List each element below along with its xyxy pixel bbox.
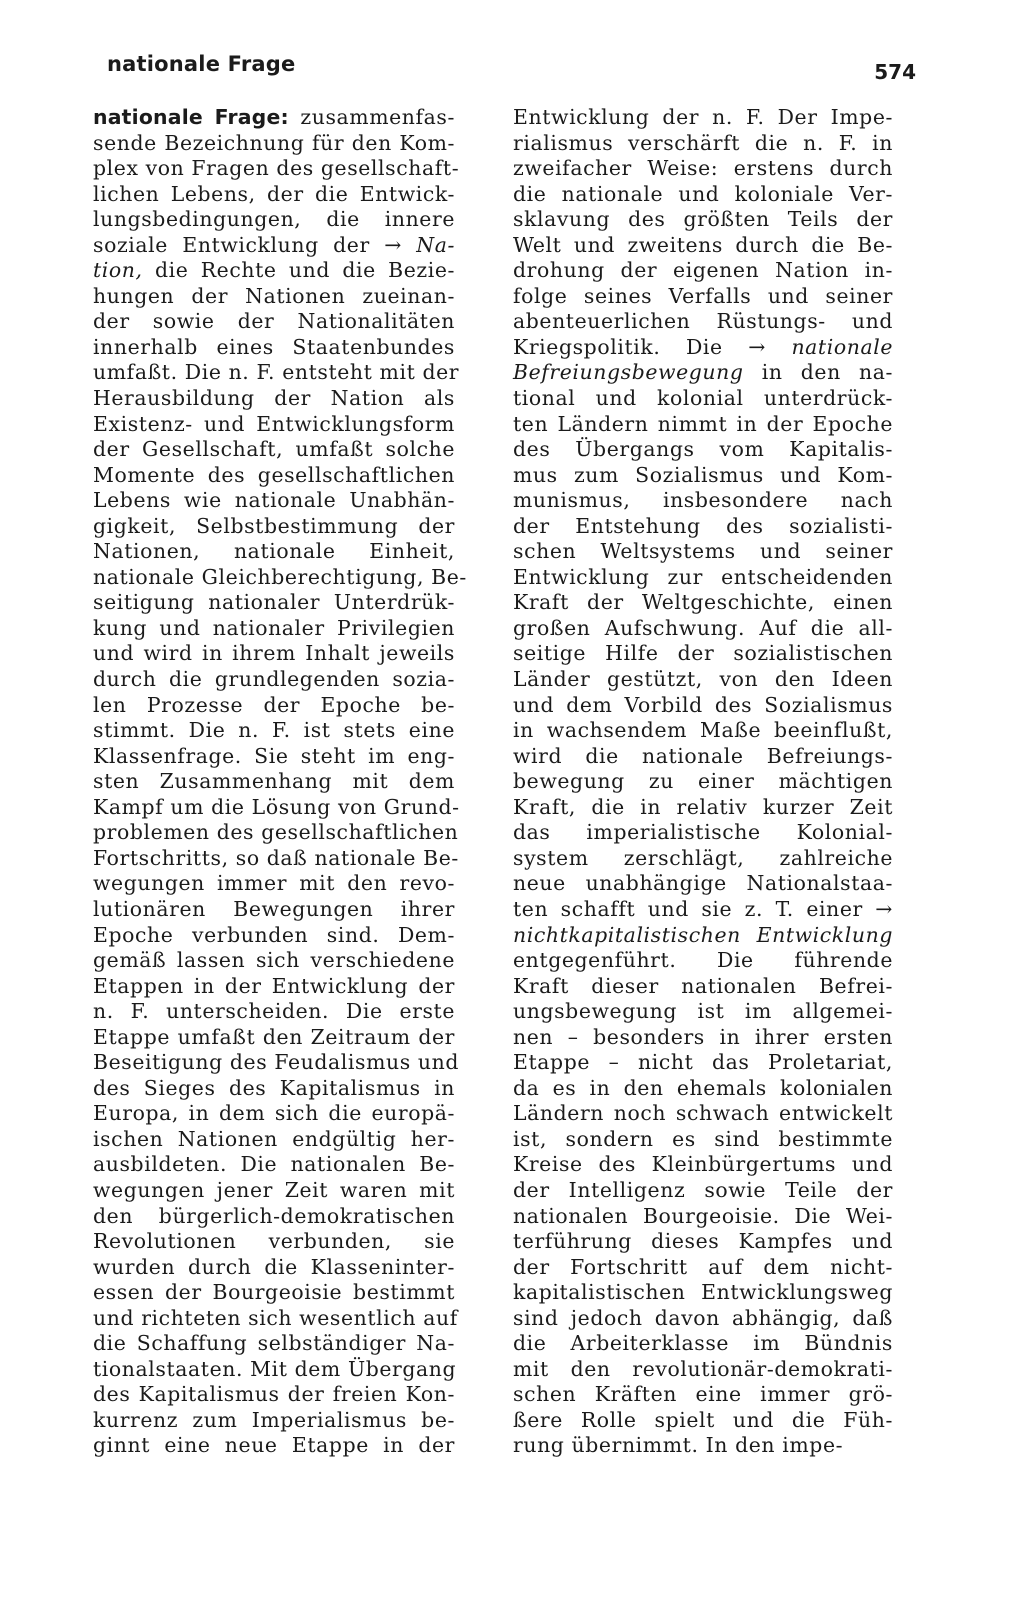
text-line: essen der Bourgeoisie bestimmt xyxy=(93,1280,455,1305)
text-line: Epoche verbunden sind. Dem- xyxy=(93,922,455,947)
text-line: des Sieges des Kapitalismus in xyxy=(93,1075,455,1100)
text-line: Kampf um die Lösung von Grund- xyxy=(93,794,460,819)
text-line: innerhalb eines Staatenbundes xyxy=(93,334,455,359)
text-run: Kriegspolitik. Die → xyxy=(513,334,792,359)
text-line: neue unabhängige Nationalstaa- xyxy=(513,871,893,896)
text-line: Herausbildung der Nation als xyxy=(93,386,455,411)
text-line: großen Aufschwung. Auf die all- xyxy=(513,615,893,640)
text-line: den bürgerlich-demokratischen xyxy=(93,1203,455,1228)
text-line: sklavung des größten Teils der xyxy=(513,207,893,232)
text-line: drohung der eigenen Nation in- xyxy=(513,258,893,283)
text-line: munismus, insbesondere nach xyxy=(513,488,893,513)
text-line: problemen des gesellschaftlichen xyxy=(93,820,459,845)
text-line: seitigung nationaler Unterdrük- xyxy=(93,590,455,615)
cross-reference: nichtkapitalistischen Entwicklung xyxy=(513,922,893,947)
text-line: ten schafft und sie z. T. einer → xyxy=(513,896,893,921)
text-line: sind jedoch davon abhängig, daß xyxy=(513,1305,893,1330)
text-line: schen Weltsystems und seiner xyxy=(513,539,893,564)
text-line: ßere Rolle spielt und die Füh- xyxy=(513,1407,893,1432)
text-run: zusammenfas- xyxy=(288,105,455,129)
text-line: durch die grundlegenden sozia- xyxy=(93,667,455,692)
text-line: wurden durch die Klasseninter- xyxy=(93,1254,455,1279)
text-line: Klassenfrage. Sie steht im eng- xyxy=(93,743,455,768)
text-line: des Übergangs vom Kapitalis- xyxy=(513,437,893,462)
text-line: ausbildeten. Die nationalen Be- xyxy=(93,1152,455,1177)
text-line: Kraft, die in relativ kurzer Zeit xyxy=(513,794,893,819)
text-line: Etappe – nicht das Proletariat, xyxy=(513,1050,893,1075)
page-number: 574 xyxy=(874,60,916,84)
text-line: wegungen immer mit den revo- xyxy=(93,871,455,896)
text-line: lungsbedingungen, die innere xyxy=(93,207,455,232)
text-line: lutionären Bewegungen ihrer xyxy=(93,896,455,921)
text-line: len Prozesse der Epoche be- xyxy=(93,692,455,717)
text-line: Entwicklung der n. F. Der Impe- xyxy=(513,105,893,129)
text-line: und richteten sich wesentlich auf xyxy=(93,1305,458,1330)
text-line: sende Bezeichnung für den Kom- xyxy=(93,130,455,155)
cross-reference: Befreiungsbewegung xyxy=(513,360,744,385)
text-line: Beseitigung des Feudalismus und xyxy=(93,1050,460,1075)
text-line: das imperialistische Kolonial- xyxy=(513,820,893,845)
text-line: sten Zusammenhang mit dem xyxy=(93,769,455,794)
text-line: Lebens wie nationale Unabhän- xyxy=(93,488,455,513)
text-line: Fortschritts, so daß nationale Be- xyxy=(93,845,459,870)
text-line: Momente des gesellschaftlichen xyxy=(93,462,455,487)
text-line: der sowie der Nationalitäten xyxy=(93,309,455,334)
text-line: ischen Nationen endgültig her- xyxy=(93,1126,455,1151)
text-line: gemäß lassen sich verschiedene xyxy=(93,948,455,973)
text-line: ten Ländern nimmt in der Epoche xyxy=(513,411,893,436)
text-line: nen – besonders in ihrer ersten xyxy=(513,1024,893,1049)
text-line: Ländern noch schwach entwickelt xyxy=(513,1101,893,1126)
text-line: die Arbeiterklasse im Bündnis xyxy=(513,1331,893,1356)
text-line: Entwicklung zur entscheidenden xyxy=(513,564,893,589)
text-line: bewegung zu einer mächtigen xyxy=(513,769,893,794)
text-line: ungsbewegung ist im allgemei- xyxy=(513,999,893,1024)
text-line xyxy=(513,360,893,386)
text-line: nationale Gleichberechtigung, Be- xyxy=(93,564,467,589)
text-run: die Rechte und die Bezie- xyxy=(142,258,455,283)
text-run: in den na- xyxy=(743,360,893,385)
cross-reference: tion, xyxy=(93,258,143,283)
cross-reference: Na- xyxy=(416,232,455,257)
text-line: die Schaffung selbständiger Na- xyxy=(93,1331,455,1356)
text-line: Revolutionen verbunden, sie xyxy=(93,1229,455,1254)
text-line: rialismus verschärft die n. F. in xyxy=(513,130,893,155)
text-line: Existenz- und Entwicklungsform xyxy=(93,411,455,436)
text-line: terführung dieses Kampfes und xyxy=(513,1229,893,1254)
text-line: plex von Fragen des gesellschaft- xyxy=(93,156,460,181)
text-line xyxy=(93,258,455,284)
text-line: folge seines Verfalls und seiner xyxy=(513,283,893,308)
text-line: Welt und zweitens durch die Be- xyxy=(513,232,893,257)
text-line: schen Kräften eine immer grö- xyxy=(513,1382,893,1407)
text-line: tionalstaaten. Mit dem Übergang xyxy=(93,1356,457,1381)
text-line: hungen der Nationen zueinan- xyxy=(93,283,455,308)
text-line: gigkeit, Selbstbestimmung der xyxy=(93,513,455,538)
text-line xyxy=(93,233,455,259)
text-line: Etappe umfaßt den Zeitraum der xyxy=(93,1024,455,1049)
text-line: ginnt eine neue Etappe in der xyxy=(93,1433,455,1458)
text-line: Kreise des Kleinbürgertums und xyxy=(513,1152,893,1177)
text-line: der Entstehung des sozialisti- xyxy=(513,513,893,538)
text-run: soziale Entwicklung der → xyxy=(93,232,417,257)
text-line: tional und kolonial unterdrück- xyxy=(513,386,893,411)
text-line: seitige Hilfe der sozialistischen xyxy=(513,641,893,666)
cross-reference: nationale xyxy=(791,334,893,359)
text-line: Nationen, nationale Einheit, xyxy=(93,539,455,564)
text-line: mit den revolutionär-demokrati- xyxy=(513,1356,893,1381)
text-line: abenteuerlichen Rüstungs- und xyxy=(513,309,893,334)
text-line: Kraft der Weltgeschichte, einen xyxy=(513,590,893,615)
text-line: lichen Lebens, der die Entwick- xyxy=(93,181,455,206)
text-line: wegungen jener Zeit waren mit xyxy=(93,1177,455,1202)
text-line: der Intelligenz sowie Teile der xyxy=(513,1177,893,1202)
text-line: die nationale und koloniale Ver- xyxy=(513,181,893,206)
text-line: in wachsendem Maße beeinflußt, xyxy=(513,718,893,743)
text-line: der Fortschritt auf dem nicht- xyxy=(513,1254,893,1279)
text-line: kurrenz zum Imperialismus be- xyxy=(93,1407,455,1432)
text-line: kapitalistischen Entwicklungsweg xyxy=(513,1280,893,1305)
text-line: der Gesellschaft, umfaßt solche xyxy=(93,437,455,462)
text-line: da es in den ehemals kolonialen xyxy=(513,1075,893,1100)
text-line xyxy=(513,335,893,361)
text-line: n. F. unterscheiden. Die erste xyxy=(93,999,455,1024)
text-line: Europa, in dem sich die europä- xyxy=(93,1101,455,1126)
text-line: ist, sondern es sind bestimmte xyxy=(513,1126,893,1151)
text-line: nationalen Bourgeoisie. Die Wei- xyxy=(513,1203,893,1228)
text-line: Länder gestützt, von den Ideen xyxy=(513,667,893,692)
text-line: Kraft dieser nationalen Befrei- xyxy=(513,973,893,998)
text-line: wird die nationale Befreiungs- xyxy=(513,743,893,768)
text-line: Etappen in der Entwicklung der xyxy=(93,973,455,998)
left-column xyxy=(93,105,467,1459)
text-line: und wird in ihrem Inhalt jeweils xyxy=(93,641,455,666)
text-line: zweifacher Weise: erstens durch xyxy=(513,156,893,181)
text-line xyxy=(93,105,455,131)
text-line: stimmt. Die n. F. ist stets eine xyxy=(93,718,455,743)
right-column xyxy=(513,105,893,1459)
text-line: und dem Vorbild des Sozialismus xyxy=(513,692,893,717)
text-line: des Kapitalismus der freien Kon- xyxy=(93,1382,455,1407)
text-line: system zerschlägt, zahlreiche xyxy=(513,845,893,870)
text-line xyxy=(513,923,893,949)
text-line: entgegenführt. Die führende xyxy=(513,948,893,973)
text-line: umfaßt. Die n. F. entsteht mit der xyxy=(93,360,460,385)
text-line: kung und nationaler Privilegien xyxy=(93,615,455,640)
running-head: nationale Frage xyxy=(107,52,296,76)
headword: nationale Frage: xyxy=(93,105,289,129)
text-line: mus zum Sozialismus und Kom- xyxy=(513,462,893,487)
text-line: rung übernimmt. In den impe- xyxy=(513,1433,844,1458)
